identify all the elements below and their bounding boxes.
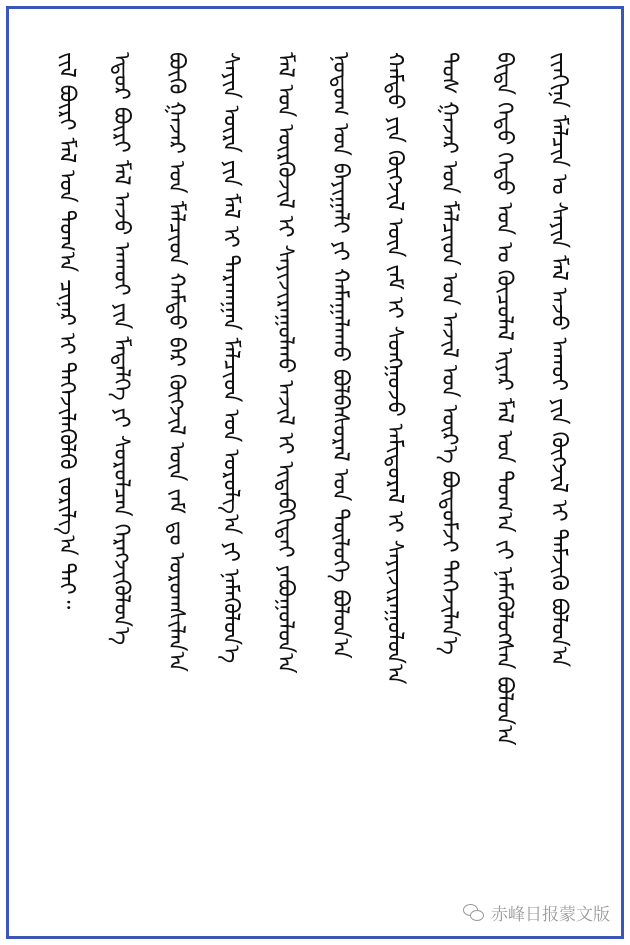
text-column-1: ᠵᠢᠨᠬᠢᠨᠡ ᠮᠠᠯᠴᠢᠨ ᠤ ᠰᠠᠶᠢᠨ ᠮᠠᠯ ᠠᠵᠤ ᠠᠬᠤᠢ ᠶᠢᠨ ᠬᠥᠭᠵᠢᠯ ᠢ ᠳᠡᠮᠵᠢᠬᠦ ᠪᠣᠯᠤᠨ᠎ᠠ bbox=[545, 52, 571, 668]
text-column-2: ᠪᠢᠳᠡ ᠬᠡᠳᠦ ᠬᠡᠳᠦ ᠣᠨ ᠤ ᠬᠦᠴᠦᠯᠡᠯ ᠢᠶᠡᠷ ᠮᠠᠯ ᠤᠨ ᠲᠣᠭ᠎ᠠ ᠵᠢ ᠨᠡᠮᠡᠭᠦᠯᠦᠭᠰᠡᠨ ᠪᠣᠯᠤᠨ᠎ᠠ bbox=[491, 52, 517, 746]
watermark-text: 赤峰日报蒙文版 bbox=[491, 905, 610, 925]
text-column-4: ᠬᠠᠮᠲᠤ ᠶᠢᠨ ᠬᠥᠭᠵᠢᠯ ᠦᠨ ᠵᠠᠮ ᠢ ᠰᠣᠩᠭᠣᠵᠤ ᠠᠮᠢᠳᠤᠷᠠᠯ ᠢ ᠰᠠᠶᠢᠵᠢᠷᠠᠭᠤᠯᠤᠨ᠎ᠠ bbox=[381, 52, 407, 685]
wechat-icon bbox=[463, 904, 485, 922]
text-column-10: ᠵᠢᠯ ᠪᠦᠷᠢ ᠮᠠᠯ ᠤᠨ ᠲᠣᠭ᠎ᠠ ᠴᠢᠨᠠᠷ ᠢ ᠳᠡᠭᠡᠵᠢᠯᠡᠭᠦᠯᠬᠦ ᠵᠣᠷᠢᠯᠭ᠎ᠠ ᠲᠠᠢ᠃ bbox=[54, 52, 79, 610]
mongolian-text-body bbox=[52, 52, 572, 872]
text-column-5: ᠨᠤᠲᠤᠭ ᠤᠨ ᠪᠠᠶᠢᠭᠠᠯᠢ ᠶᠢ ᠬᠠᠮᠠᠭᠠᠯᠠᠬᠤ ᠪᠣᠯᠪᠠᠰᠤᠷᠠᠯ ᠤᠨ ᠲᠥᠯᠦᠭᠡ ᠪᠣᠯᠤᠨ᠎ᠠ bbox=[327, 52, 353, 659]
watermark bbox=[463, 900, 610, 925]
text-column-7: ᠰᠠᠶᠢᠨ ᠦᠷᠡ ᠶᠢᠨ ᠮᠠᠯ ᠢ ᠲᠠᠷᠬᠠᠭᠠᠨ ᠮᠠᠯᠴᠢᠳ ᠤᠨ ᠣᠷᠣᠯᠭ᠎ᠠ ᠶᠢ ᠨᠡᠮᠡᠭᠦᠯᠦᠨ᠎ᠡ bbox=[217, 52, 243, 664]
text-column-9: ᠡᠳᠦᠷ ᠪᠦᠷᠢ ᠮᠠᠯ ᠠᠵᠤ ᠠᠬᠤᠢ ᠶᠢᠨ ᠮᠡᠳᠡᠯᠭᠡ ᠶᠢ ᠰᠤᠷᠤᠯᠴᠠᠨ ᠬᠡᠷᠡᠭᠵᠢᠭᠦᠯᠦᠨ᠎ᠡ bbox=[108, 52, 134, 646]
text-column-8: ᠪᠦᠬᠦ ᠭᠠᠵᠠᠷ ᠤᠨ ᠮᠠᠯᠴᠢᠳ ᠬᠠᠮᠲᠤ ᠪᠡᠷ ᠬᠥᠭᠵᠢᠯ ᠦᠨ ᠵᠠᠮ ᠳᠤ ᠤᠷᠤᠭᠰᠢᠯᠠᠨ᠎ᠠ bbox=[163, 52, 189, 672]
text-column-3: ᠲᠣᠰ ᠭᠠᠵᠠᠷ ᠤᠨ ᠮᠠᠯᠴᠢᠳ ᠤᠨ ᠠᠵᠢᠯ ᠤᠨ ᠦᠷ᠎ᠡ ᠪᠦᠲᠦᠮᠵᠢ ᠳᠡᠭᠡᠵᠢᠯᠡᠨ᠎ᠡ bbox=[436, 52, 462, 655]
text-column-6: ᠮᠠᠯ ᠤᠨ ᠦᠷᠭᠦᠵᠢᠯ ᠢ ᠰᠠᠶᠢᠵᠢᠷᠠᠭᠤᠯᠬᠤ ᠠᠵᠢᠯ ᠢ ᠢᠳᠡᠪᠬᠢᠲᠡᠶ ᠶᠠᠪᠤᠭᠤᠯᠤᠨ᠎ᠠ bbox=[272, 52, 298, 674]
